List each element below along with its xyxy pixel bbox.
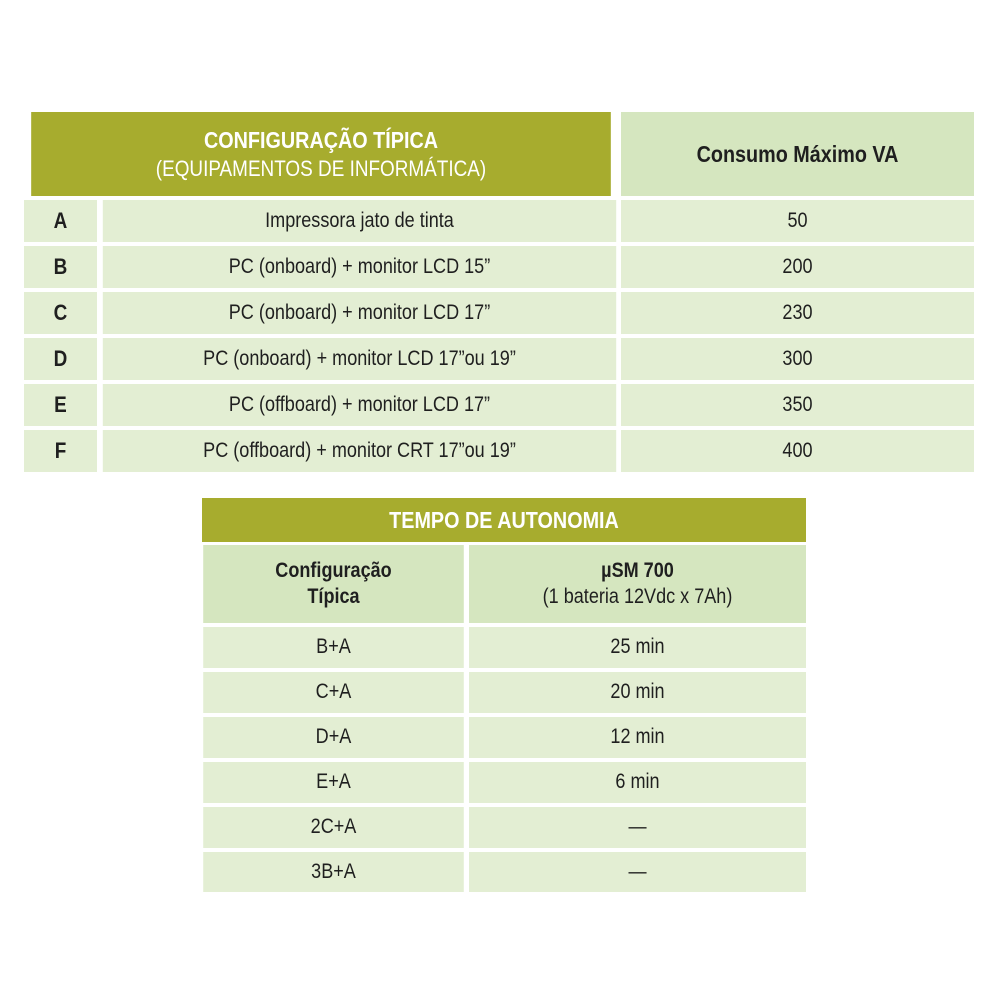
row-letter: F bbox=[24, 430, 97, 472]
row-va-cell bbox=[621, 246, 974, 288]
autonomy-time-cell bbox=[469, 807, 806, 848]
autonomy-table bbox=[202, 498, 806, 892]
autonomy-config-cell bbox=[202, 852, 465, 892]
autonomy-config: D+A bbox=[203, 717, 464, 758]
row-equipment: Impressora jato de tinta bbox=[103, 200, 616, 242]
autonomy-config-cell bbox=[202, 762, 465, 803]
row-va-cell bbox=[621, 430, 974, 472]
autonomy-config-cell bbox=[202, 717, 465, 758]
autonomy-config-cell bbox=[202, 627, 465, 668]
row-equipment-cell bbox=[101, 292, 618, 334]
row-va: 400 bbox=[621, 430, 974, 472]
autonomy-time: 20 min bbox=[469, 672, 806, 713]
autonomy-time: — bbox=[469, 852, 806, 892]
autonomy-config-cell bbox=[202, 672, 465, 713]
row-equipment-cell bbox=[101, 338, 618, 380]
config-header-cell bbox=[24, 112, 618, 196]
autonomy-config-cell bbox=[202, 807, 465, 848]
row-equipment: PC (onboard) + monitor LCD 15” bbox=[103, 246, 616, 288]
row-equipment: PC (onboard) + monitor LCD 17” bbox=[103, 292, 616, 334]
config-header-subtitle: (EQUIPAMENTOS DE INFORMÁTICA) bbox=[155, 155, 487, 181]
row-va-cell bbox=[621, 200, 974, 242]
row-va: 200 bbox=[621, 246, 974, 288]
config-header-title: CONFIGURAÇÃO TÍPICA bbox=[203, 126, 439, 153]
autonomy-time-cell bbox=[469, 627, 806, 668]
row-va-cell bbox=[621, 384, 974, 426]
row-va: 50 bbox=[621, 200, 974, 242]
autonomy-col2-header-cell bbox=[469, 545, 806, 623]
autonomy-config: C+A bbox=[203, 672, 464, 713]
autonomy-time-cell bbox=[469, 762, 806, 803]
row-letter: A bbox=[24, 200, 97, 242]
autonomy-col2-header-line2: (1 bateria 12Vdc x 7Ah) bbox=[542, 585, 733, 608]
autonomy-col1-header-cell bbox=[202, 545, 465, 623]
row-letter-cell bbox=[24, 246, 97, 288]
row-equipment: PC (offboard) + monitor LCD 17” bbox=[103, 384, 616, 426]
row-equipment-cell bbox=[101, 246, 618, 288]
autonomy-time: 6 min bbox=[469, 762, 806, 803]
config-table bbox=[24, 112, 974, 474]
row-equipment-cell bbox=[101, 200, 618, 242]
autonomy-col1-header-line1: Configuração bbox=[275, 558, 392, 582]
row-equipment: PC (offboard) + monitor CRT 17”ou 19” bbox=[103, 430, 616, 472]
autonomy-title-cell bbox=[202, 498, 806, 542]
row-letter: D bbox=[24, 338, 97, 380]
autonomy-col2-header-line1: µSM 700 bbox=[601, 558, 674, 582]
row-letter-cell bbox=[24, 292, 97, 334]
autonomy-time-cell bbox=[469, 672, 806, 713]
row-letter-cell bbox=[24, 338, 97, 380]
autonomy-time: 12 min bbox=[469, 717, 806, 758]
row-letter-cell bbox=[24, 384, 97, 426]
autonomy-time: 25 min bbox=[469, 627, 806, 668]
autonomy-config: 3B+A bbox=[203, 852, 464, 892]
row-equipment-cell bbox=[101, 384, 618, 426]
row-letter-cell bbox=[24, 200, 97, 242]
row-letter: E bbox=[24, 384, 97, 426]
row-equipment-cell bbox=[101, 430, 618, 472]
row-va: 300 bbox=[621, 338, 974, 380]
row-va-cell bbox=[621, 338, 974, 380]
consumo-header-cell bbox=[621, 112, 974, 196]
row-va: 350 bbox=[621, 384, 974, 426]
row-va: 230 bbox=[621, 292, 974, 334]
autonomy-config: 2C+A bbox=[203, 807, 464, 848]
autonomy-time: — bbox=[469, 807, 806, 848]
consumo-header-label: Consumo Máximo VA bbox=[621, 112, 974, 196]
autonomy-col1-header-line2: Típica bbox=[307, 585, 360, 608]
row-letter: B bbox=[24, 246, 97, 288]
row-letter: C bbox=[24, 292, 97, 334]
row-va-cell bbox=[621, 292, 974, 334]
autonomy-time-cell bbox=[469, 852, 806, 892]
autonomy-title: TEMPO DE AUTONOMIA bbox=[202, 498, 806, 542]
autonomy-config: E+A bbox=[203, 762, 464, 803]
row-letter-cell bbox=[24, 430, 97, 472]
row-equipment: PC (onboard) + monitor LCD 17”ou 19” bbox=[103, 338, 616, 380]
autonomy-config: B+A bbox=[203, 627, 464, 668]
autonomy-time-cell bbox=[469, 717, 806, 758]
